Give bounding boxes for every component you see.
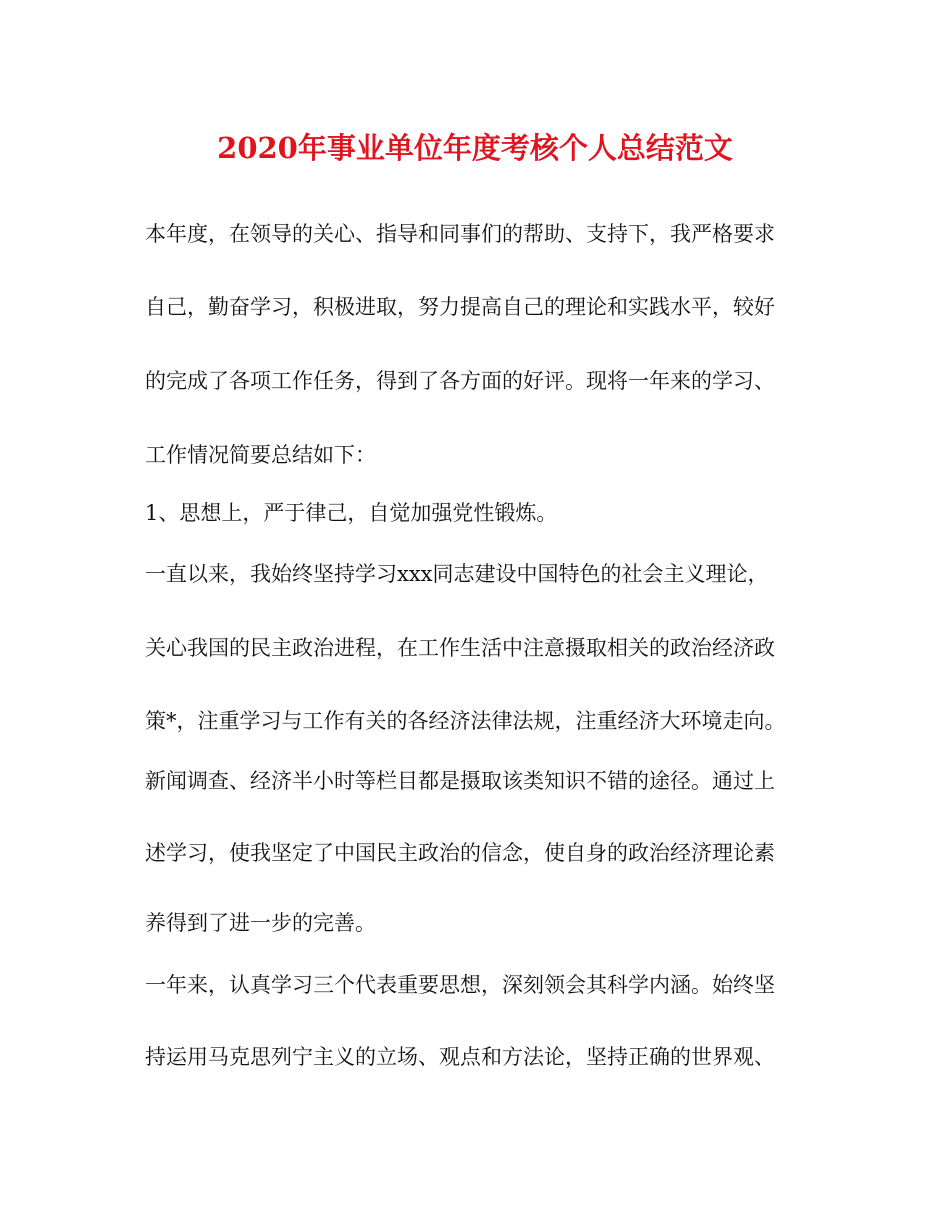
document-title: 2020年事业单位年度考核个人总结范文: [217, 131, 733, 165]
paragraph-line: 一直以来，我始终坚持学习xxx同志建设中国特色的社会主义理论，: [145, 562, 769, 586]
section-heading-line: 1、思想上，严于律己，自觉加强党性锻炼。: [145, 501, 558, 525]
paragraph-line: 持运用马克思列宁主义的立场、观点和方法论，坚持正确的世界观、: [145, 1045, 775, 1069]
paragraph-line: 述学习，使我坚定了中国民主政治的信念，使自身的政治经济理论素: [145, 841, 775, 865]
paragraph-line: 关心我国的民主政治进程，在工作生活中注意摄取相关的政治经济政: [145, 636, 775, 660]
paragraph-line: 工作情况简要总结如下：: [145, 443, 376, 467]
paragraph-line: 自己，勤奋学习，积极进取，努力提高自己的理论和实践水平，较好: [145, 295, 775, 319]
paragraph-line: 本年度，在领导的关心、指导和同事们的帮助、支持下，我严格要求: [145, 222, 775, 246]
paragraph-line: 一年来，认真学习三个代表重要思想，深刻领会其科学内涵。始终坚: [145, 973, 775, 997]
paragraph-line: 的完成了各项工作任务，得到了各方面的好评。现将一年来的学习、: [145, 369, 775, 393]
paragraph-line: 策*，注重学习与工作有关的各经济法律法规，注重经济大环境走向。: [145, 709, 786, 733]
paragraph-line: 养得到了进一步的完善。: [145, 911, 376, 935]
paragraph-line: 新闻调查、经济半小时等栏目都是摄取该类知识不错的途径。通过上: [145, 769, 775, 793]
